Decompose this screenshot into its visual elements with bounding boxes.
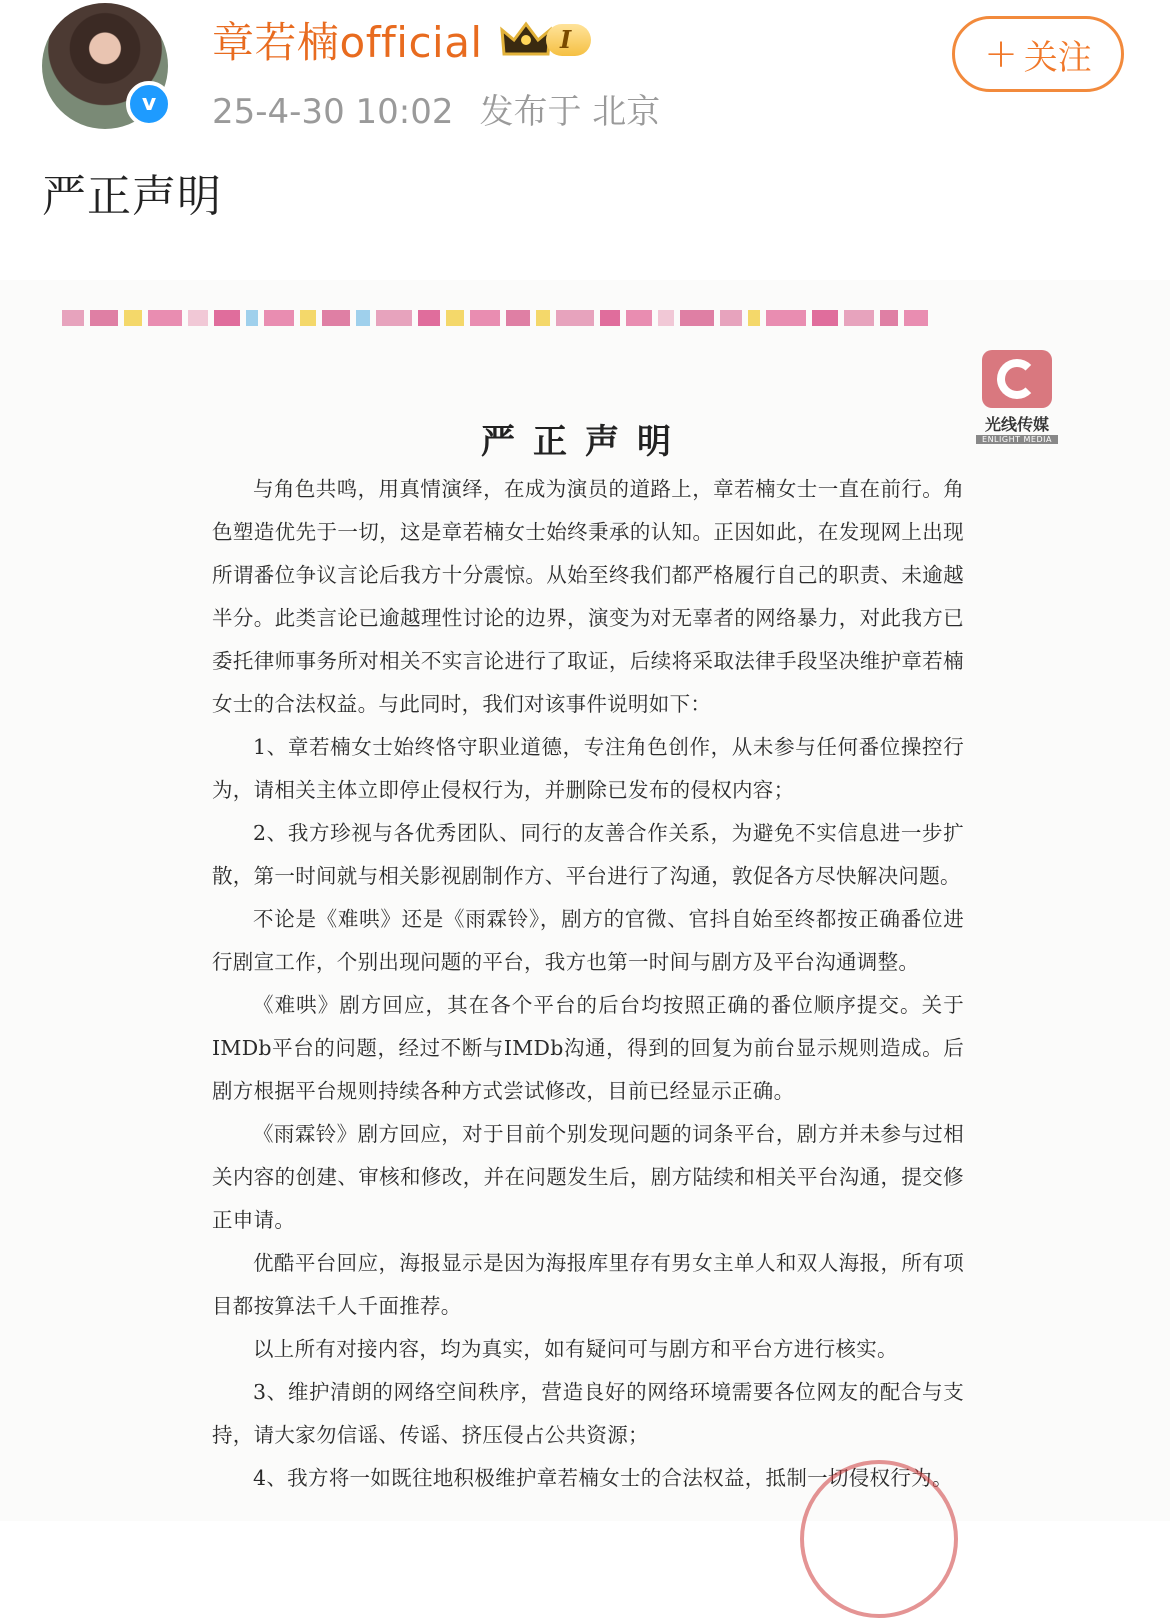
decorative-color-strip xyxy=(62,310,1104,326)
plus-icon: + xyxy=(984,31,1018,77)
statement-image[interactable] xyxy=(0,280,1170,1521)
statement-paragraph: 1、章若楠女士始终恪守职业道德，专注角色创作，从未参与任何番位操控行为，请相关主体立即停止侵权行为，并删除已发布的侵权内容； xyxy=(212,735,964,802)
statement-paragraph: 4、我方将一如既往地积极维护章若楠女士的合法权益，抵制一切侵权行为。 xyxy=(253,1466,953,1490)
vip-badge[interactable] xyxy=(500,20,591,60)
statement-paragraph: 2、我方珍视与各优秀团队、同行的友善合作关系，为避免不实信息进一步扩散，第一时间就与相关影视剧制作方、平台进行了沟通，敦促各方尽快解决问题。 xyxy=(212,821,964,888)
user-avatar[interactable] xyxy=(42,3,168,129)
statement-paragraph: 不论是《难哄》还是《雨霖铃》，剧方的官微、官抖自始至终都按正确番位进行剧宣工作，个别出现问题的平台，我方也第一时间与剧方及平台沟通调整。 xyxy=(212,907,964,974)
follow-button[interactable] xyxy=(952,16,1124,92)
company-name-en: ENLIGHT MEDIA xyxy=(976,435,1058,444)
statement-paragraph: 《难哄》剧方回应，其在各个平台的后台均按照正确的番位顺序提交。关于IMDb平台的问题，经过不断与IMDb沟通，得到的回复为前台显示规则造成。后剧方根据平台规则持续各种方式尝试修改，目前已经显示正确。 xyxy=(212,993,964,1103)
statement-paragraph: 以上所有对接内容，均为真实，如有疑问可与剧方和平台方进行核实。 xyxy=(253,1337,898,1361)
company-logo-icon xyxy=(982,350,1052,408)
post-location: 发布于 北京 xyxy=(479,92,661,132)
post-text: 严正声明 xyxy=(42,171,222,222)
company-name: 光线传媒 xyxy=(984,415,1049,434)
user-name[interactable]: 章若楠official xyxy=(212,18,483,67)
crown-icon xyxy=(500,20,552,60)
statement-title: 严正声明 xyxy=(481,422,689,462)
statement-paragraph: 与角色共鸣，用真情演绎，在成为演员的道路上，章若楠女士一直在前行。角色塑造优先于一切，这是章若楠女士始终秉承的认知。正因如此，在发现网上出现所谓番位争议言论后我方十分震惊。从始至终我们都严格履行自己的职责、未逾越半分。此类言论已逾越理性讨论的边界，演变为对无辜者的网络暴力，对此我方已委托律师事务所对相关不实言论进行了取证，后续将采取法律手段坚决维护章若楠女士的合法权益。与此同时，我们对该事件说明如下： xyxy=(212,477,964,716)
statement-paragraph: 优酷平台回应，海报显示是因为海报库里存有男女主单人和双人海报，所有项目都按算法千人千面推荐。 xyxy=(212,1251,964,1318)
statement-body xyxy=(212,468,964,1500)
post-meta xyxy=(212,84,660,133)
statement-paragraph: 3、维护清朗的网络空间秩序，营造良好的网络环境需要各位网友的配合与支持，请大家勿信谣、传谣、挤压侵占公共资源； xyxy=(212,1380,964,1447)
verified-badge-icon: v xyxy=(126,81,172,127)
company-seal xyxy=(800,1460,958,1618)
follow-label: 关注 xyxy=(1023,37,1092,78)
statement-paragraph: 《雨霖铃》剧方回应，对于目前个别发现问题的词条平台，剧方并未参与过相关内容的创建、审核和修改，并在问题发生后，剧方陆续和相关平台沟通，提交修正申请。 xyxy=(212,1122,964,1232)
post-date: 25-4-30 10:02 xyxy=(212,92,454,132)
vip-level: I xyxy=(546,24,591,56)
